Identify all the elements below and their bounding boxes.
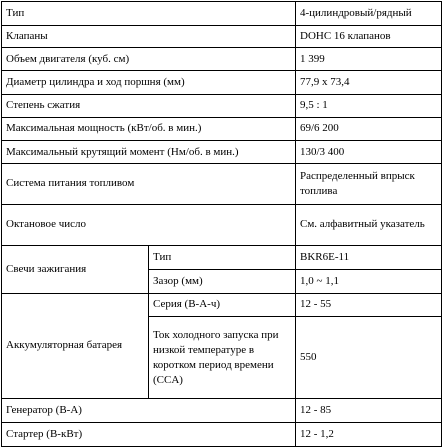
spec-row-displacement [2,48,442,71]
row-label: Максимальная мощность (кВт/об. в мин.) [2,117,296,141]
row-value: 130/3 400 [296,141,442,164]
spark-plugs-label: Свечи зажигания [2,246,149,294]
row-value: 77,9 x 73,4 [296,71,442,95]
spec-row-generator [2,399,442,423]
spec-row-compression [2,94,442,117]
row-label: Октановое число [2,204,296,245]
battery-cca-value: 550 [296,317,442,399]
row-label: Степень сжатия [2,94,296,117]
spark-type-value: BKR6E-11 [296,246,442,270]
battery-series-value: 12 - 55 [296,293,442,317]
engine-spec-table [1,1,442,447]
battery-series-label: Серия (В-А-ч) [149,293,296,317]
row-value: 1 399 [296,48,442,71]
row-label: Объем двигателя (куб. см) [2,48,296,71]
spec-row-valves [2,25,442,48]
spec-row-starter [2,423,442,447]
generator-label: Генератор (В-А) [2,399,296,423]
row-value: См. алфавитный указатель [296,204,442,245]
battery-label: Аккумуляторная батарея [2,293,149,399]
row-value: 9,5 : 1 [296,94,442,117]
battery-cca-label: Ток холодного запуска при низкой температуре в коротком период времени (CCA) [149,317,296,399]
spec-row-max-power [2,117,442,141]
spec-row-type [2,2,442,26]
row-label: Максимальный крутящий момент (Нм/об. в мин.) [2,141,296,164]
starter-label: Стартер (В-кВт) [2,423,296,447]
row-label: Диаметр цилиндра и ход поршня (мм) [2,71,296,95]
spark-gap-value: 1,0 ~ 1,1 [296,269,442,293]
starter-value: 12 - 1,2 [296,423,442,447]
spec-row-fuel-system [2,163,442,204]
row-value: DOHC 16 клапанов [296,25,442,48]
row-value: 69/6 200 [296,117,442,141]
row-label: Система питания топливом [2,163,296,204]
spec-row-spark-type [2,246,442,270]
spec-row-bore-stroke [2,71,442,95]
row-label: Тип [2,2,296,26]
spark-type-label: Тип [149,246,296,270]
spark-gap-label: Зазор (мм) [149,269,296,293]
row-value: 4-цилиндровый/рядный [296,2,442,26]
generator-value: 12 - 85 [296,399,442,423]
spec-row-octane [2,204,442,245]
row-value: Распределенный впрыск топлива [296,163,442,204]
spec-row-max-torque [2,141,442,164]
row-label: Клапаны [2,25,296,48]
spec-row-battery-series [2,293,442,317]
